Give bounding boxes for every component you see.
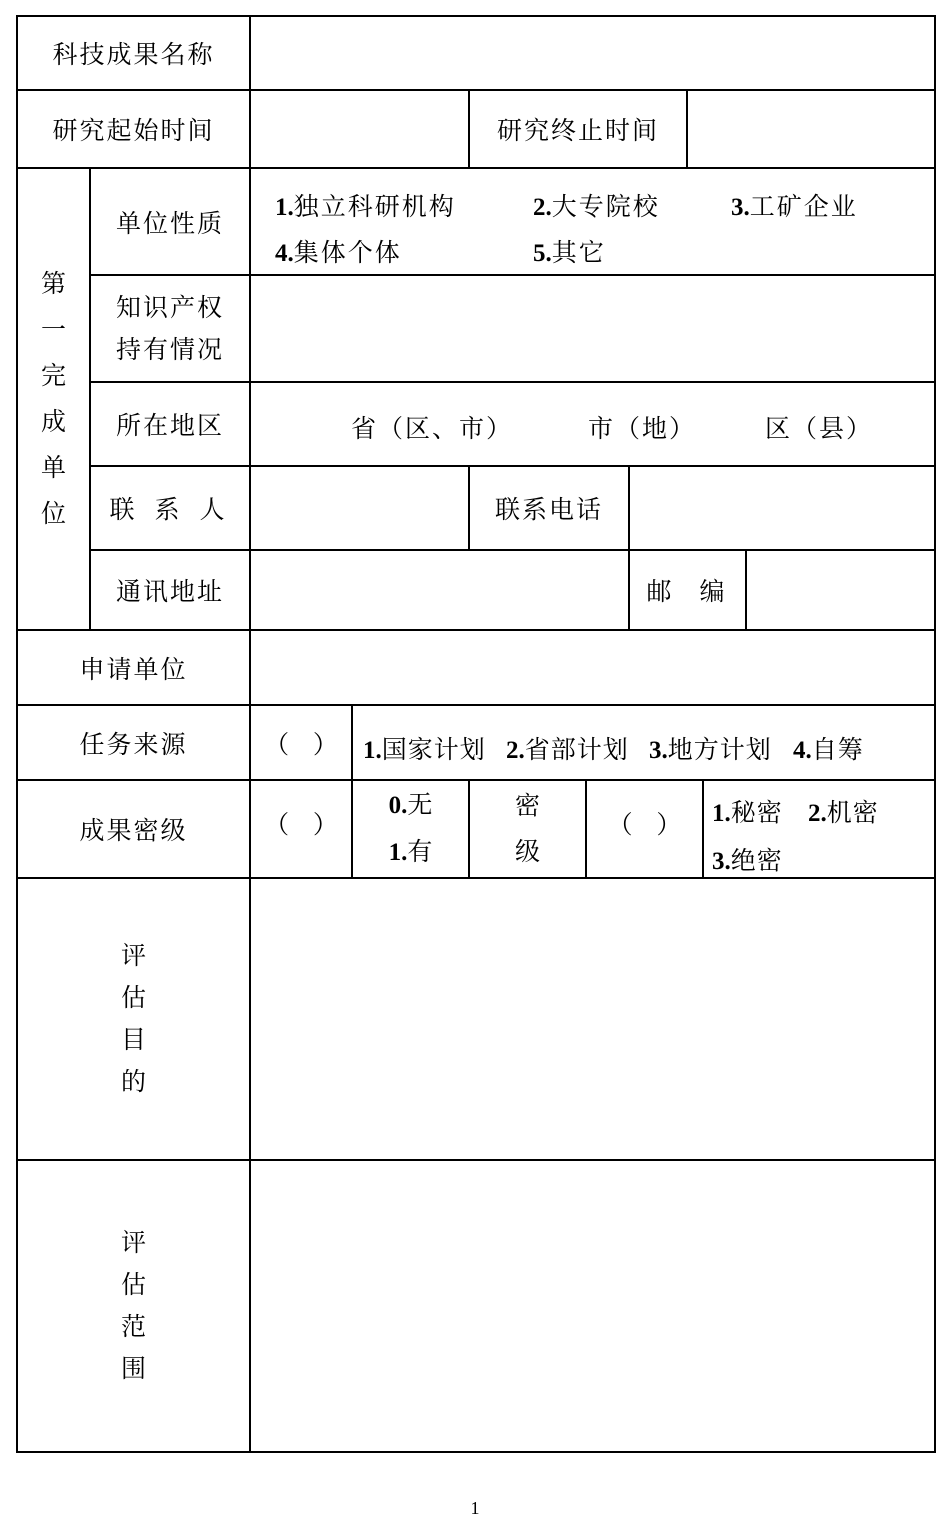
task-option-1[interactable]: 1.国家计划 <box>363 735 486 764</box>
achievement-name-label: 科技成果名称 <box>52 40 215 69</box>
page-number: 1 <box>470 1498 480 1518</box>
ip-status-field[interactable] <box>251 276 934 381</box>
postcode-label: 邮 编 <box>646 577 729 606</box>
first-unit-label: 第 一 完 成 单 位 <box>40 269 66 528</box>
assessment-purpose-field[interactable] <box>251 879 934 1159</box>
task-option-2[interactable]: 2.省部计划 <box>506 735 629 764</box>
task-source-choice[interactable]: （ ） <box>264 729 338 759</box>
unit-option-3[interactable]: 3.工矿企业 <box>731 192 858 221</box>
task-option-4[interactable]: 4.自筹 <box>793 735 864 764</box>
research-end-label: 研究终止时间 <box>496 116 659 145</box>
achievement-name-field[interactable] <box>251 17 934 89</box>
contact-phone-field[interactable] <box>630 467 934 549</box>
region-label: 所在地区 <box>115 411 224 440</box>
address-field[interactable] <box>251 551 628 629</box>
assessment-scope-field[interactable] <box>251 1161 934 1451</box>
unit-option-5[interactable]: 5.其它 <box>533 238 606 267</box>
level-option-2[interactable]: 2.机密 <box>808 798 879 827</box>
task-option-3[interactable]: 3.地方计划 <box>649 735 772 764</box>
assessment-purpose-label: 评 估 目 的 <box>120 941 146 1096</box>
contact-phone-label: 联系电话 <box>494 495 603 524</box>
research-start-field[interactable] <box>251 91 468 167</box>
applicant-unit-field[interactable] <box>251 631 934 704</box>
secrecy-yesno: 0.无 1.有 <box>388 790 433 866</box>
unit-nature-label: 单位性质 <box>115 208 224 238</box>
contact-person-field[interactable] <box>251 467 468 549</box>
secrecy-level-options <box>704 781 934 877</box>
research-end-field[interactable] <box>688 91 934 167</box>
task-source-options <box>353 706 934 779</box>
level-option-3[interactable]: 3.绝密 <box>712 846 783 875</box>
research-start-label: 研究起始时间 <box>52 116 215 145</box>
contact-person-label: 联 系 人 <box>109 495 231 524</box>
unit-option-1[interactable]: 1.独立科研机构 <box>275 192 456 221</box>
postcode-field[interactable] <box>747 551 934 629</box>
assessment-scope-label: 评 估 范 围 <box>120 1228 146 1383</box>
secrecy-level-label: 密 级 <box>514 791 540 866</box>
secrecy-choice[interactable]: （ ） <box>264 810 338 839</box>
ip-status-label: 知识产权 持有情况 <box>115 292 224 364</box>
region-field[interactable] <box>251 383 934 465</box>
applicant-unit-label: 申请单位 <box>79 654 188 684</box>
unit-nature-options <box>251 169 934 274</box>
level-option-1[interactable]: 1.秘密 <box>712 798 783 827</box>
unit-option-2[interactable]: 2.大专院校 <box>533 192 660 221</box>
address-label: 通讯地址 <box>115 577 224 606</box>
region-city: 市（地） <box>588 414 697 443</box>
region-county: 区（县） <box>765 414 874 443</box>
task-source-label: 任务来源 <box>79 729 188 759</box>
secrecy-label: 成果密级 <box>79 816 188 845</box>
secrecy-level-choice[interactable]: （ ） <box>607 810 682 839</box>
unit-option-4[interactable]: 4.集体个体 <box>275 238 402 267</box>
region-province: 省（区、市） <box>351 414 514 443</box>
